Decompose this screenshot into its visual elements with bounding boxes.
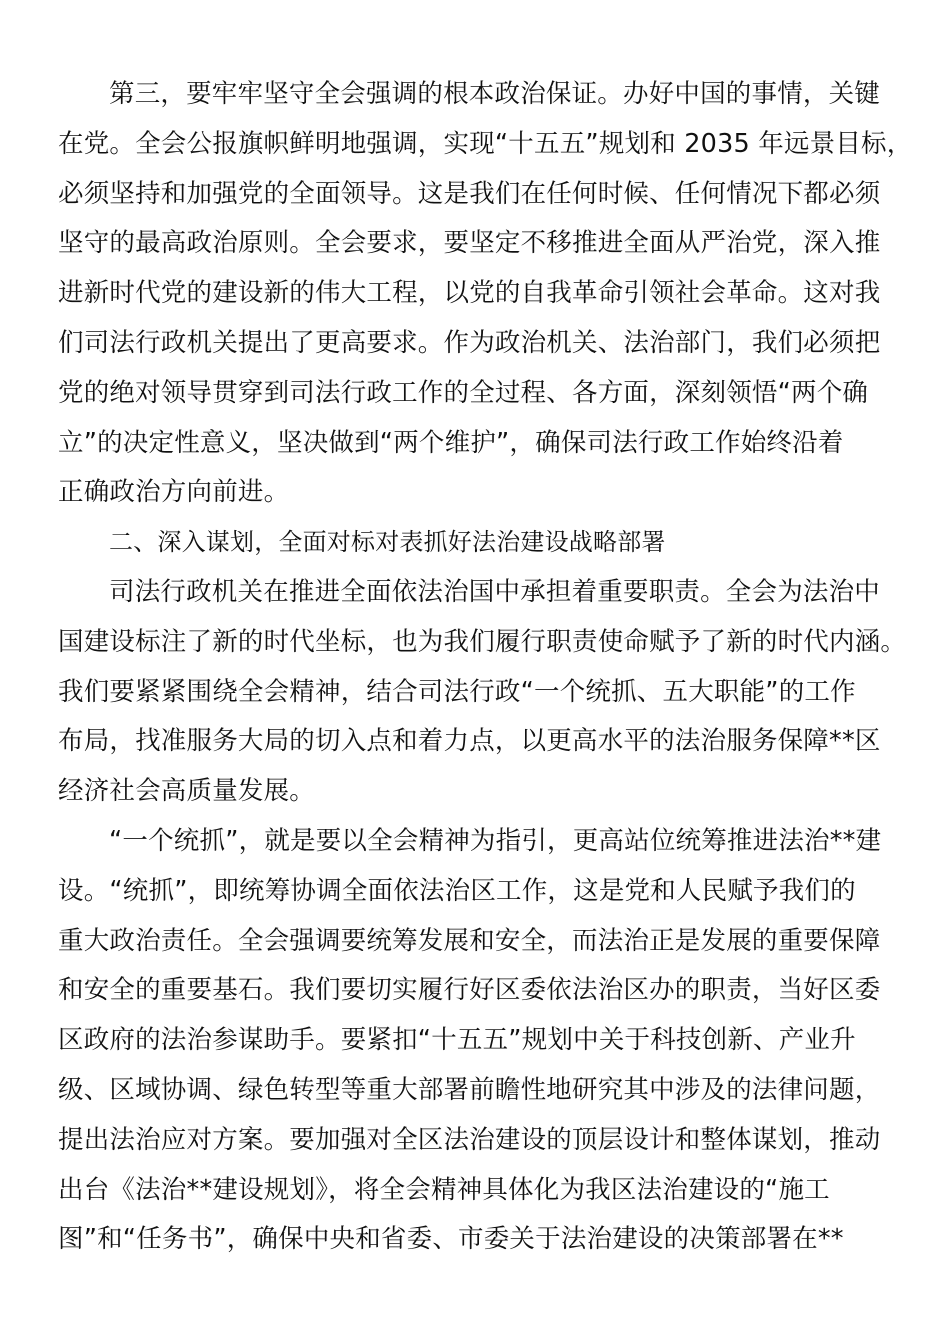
text-line: 必须坚持和加强党的全面领导。这是我们在任何时候、任何情况下都必须 [58,178,881,209]
text-line: 级、区域协调、绿色转型等重大部署前瞻性地研究其中涉及的法律问题， [58,1074,881,1105]
text-line: 我们要紧紧围绕全会精神，结合司法行政“一个统抓、五大职能”的工作 [58,676,856,707]
text-line: 重大政治责任。全会强调要统筹发展和安全，而法治正是发展的重要保障 [58,925,881,956]
text-line: 坚守的最高政治原则。全会要求，要坚定不移推进全面从严治党，深入推 [58,228,881,259]
text-line: 和安全的重要基石。我们要切实履行好区委依法治区办的职责，当好区委 [58,975,881,1006]
document-page [58,70,918,1265]
text-line: 立”的决定性意义，坚决做到“两个维护”，确保司法行政工作始终沿着 [58,427,844,458]
text-line: 区政府的法治参谋助手。要紧扣“十五五”规划中关于科技创新、产业升 [58,1025,856,1056]
paragraph-political-guarantee [58,70,918,518]
paragraph-one-coordination [58,817,918,1265]
paragraph-judicial-administration [58,568,918,817]
text-line: 经济社会高质量发展。 [58,776,316,807]
text-line: 正确政治方向前进。 [58,477,290,508]
text-line: 图”和“任务书”，确保中央和省委、市委关于法治建设的决策部署在** [58,1224,844,1255]
section-heading-text: 二、深入谋划，全面对标对表抓好法治建设战略部署 [109,528,666,557]
text-line: 党的绝对领导贯穿到司法行政工作的全过程、各方面，深刻领悟“两个确 [58,377,869,408]
text-line: 进新时代党的建设新的伟大工程，以党的自我革命引领社会革命。这对我 [58,278,881,309]
section-heading [58,518,918,568]
text-line: 在党。全会公报旗帜鲜明地强调，实现“十五五”规划和 2035 年远景目标， [58,128,913,159]
text-line: 司法行政机关在推进全面依法治国中承担着重要职责。全会为法治中 [109,576,881,607]
text-line: 出台《法治**建设规划》，将全会精神具体化为我区法治建设的“施工 [58,1174,830,1205]
text-line: 布局，找准服务大局的切入点和着力点，以更高水平的法治服务保障**区 [58,726,881,757]
text-line: 第三，要牢牢坚守全会强调的根本政治保证。办好中国的事情，关键 [109,79,881,109]
text-line: 国建设标注了新的时代坐标，也为我们履行职责使命赋予了新的时代内涵。 [58,626,907,657]
text-line: 们司法行政机关提出了更高要求。作为政治机关、法治部门，我们必须把 [58,327,881,358]
text-line: 设。“统抓”，即统筹协调全面依法治区工作，这是党和人民赋予我们的 [58,875,856,906]
text-line: “一个统抓”，就是要以全会精神为指引，更高站位统筹推进法治**建 [109,825,882,856]
text-line: 提出法治应对方案。要加强对全区法治建设的顶层设计和整体谋划，推动 [58,1124,881,1155]
